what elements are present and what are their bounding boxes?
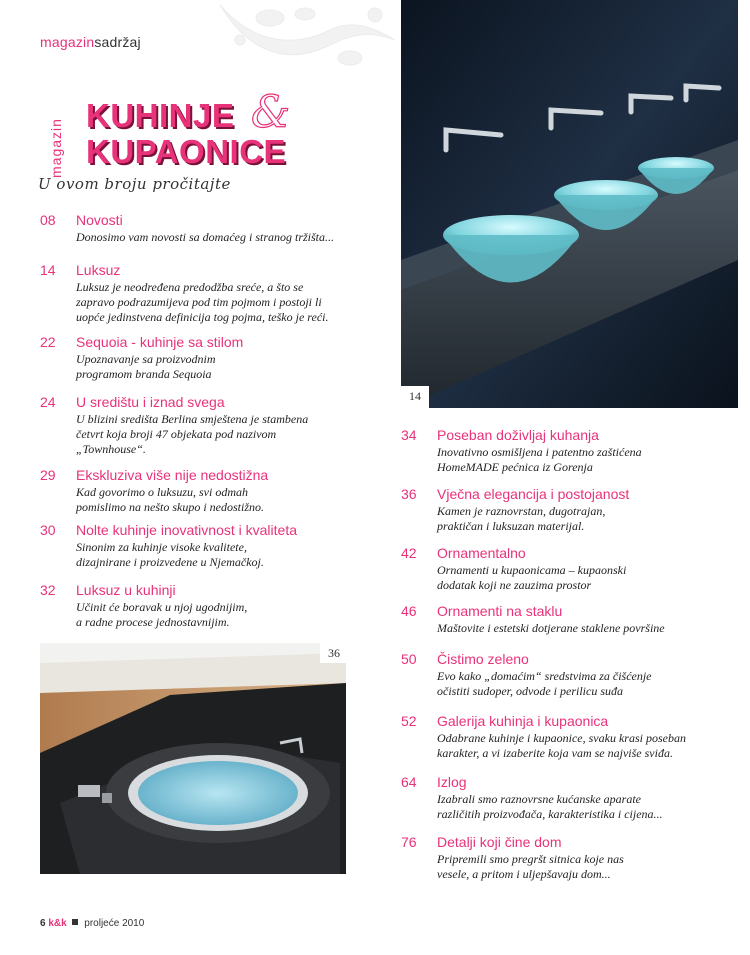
toc-description-line: Upoznavanje sa proizvodnim xyxy=(76,352,216,366)
toc-description-line: „Townhouse“. xyxy=(76,442,146,456)
toc-entry-ornamentalno[interactable] xyxy=(401,545,731,593)
toc-entry-luksuz-u-kuhinji[interactable] xyxy=(40,582,360,630)
toc-title: Novosti xyxy=(76,212,123,228)
toc-entry-cistimo-zeleno[interactable] xyxy=(401,651,731,699)
toc-page-number: 46 xyxy=(401,603,417,619)
toc-title: Poseban doživljaj kuhanja xyxy=(437,427,599,443)
toc-description xyxy=(76,352,386,382)
toc-description-line: programom branda Sequoia xyxy=(76,367,212,381)
toc-description xyxy=(76,230,386,245)
toc-description-line: Sinonim za kuhinje visoke kvalitete, xyxy=(76,540,247,554)
toc-entry-novosti[interactable] xyxy=(40,212,360,246)
toc-entry-poseban-dozivljaj[interactable] xyxy=(401,427,731,475)
toc-title: U središtu i iznad svega xyxy=(76,394,225,410)
glass-sinks-illustration xyxy=(401,0,738,408)
toc-entry-izlog[interactable] xyxy=(401,774,731,822)
toc-page-number: 76 xyxy=(401,834,417,850)
footer-page-number: 6 xyxy=(40,918,46,929)
toc-title: Čistimo zeleno xyxy=(437,651,529,667)
toc-description xyxy=(76,280,386,325)
masthead xyxy=(38,87,338,178)
footer-issue: proljeće 2010 xyxy=(84,918,145,929)
toc-description-line: a radne procese jednostavnijim. xyxy=(76,615,230,629)
floral-ornament xyxy=(210,0,400,70)
toc-description-line: zapravo podrazumijeva pod tim pojmom i postoji li xyxy=(76,295,322,309)
toc-title: Detalji koji čine dom xyxy=(437,834,562,850)
toc-description-line: Pripremili smo pregršt sitnica koje nas xyxy=(437,852,624,866)
masthead-line2: KUPAONICE xyxy=(86,133,287,170)
toc-description-line: HomeMADE pećnica iz Gorenja xyxy=(437,460,593,474)
photo-page-label-14: 14 xyxy=(401,386,429,408)
toc-entry-detalji[interactable] xyxy=(401,834,731,882)
toc-description xyxy=(437,445,737,475)
toc-page-number: 14 xyxy=(40,262,56,278)
toc-description xyxy=(437,669,737,699)
bathtub-illustration xyxy=(40,643,346,874)
masthead-line1: KUHINJE xyxy=(86,97,235,134)
toc-description-line: Luksuz je neodređena predodžba sreće, a što se xyxy=(76,280,304,294)
toc-description-line: Ornamenti u kupaonicama – kupaonski xyxy=(437,563,627,577)
kicker-magazin: magazin xyxy=(40,34,95,50)
toc-description xyxy=(76,600,386,630)
masthead-ampersand: & xyxy=(251,87,291,138)
toc-description xyxy=(437,731,742,761)
toc-page-number: 24 xyxy=(40,394,56,410)
toc-description-line: Kamen je raznovrstan, dugotrajan, xyxy=(437,504,606,518)
masthead-vertical: magazin xyxy=(48,118,64,178)
toc-description-line: U blizini središta Berlina smještena je stambena xyxy=(76,412,309,426)
toc-description xyxy=(76,540,386,570)
toc-entry-sequoia[interactable] xyxy=(40,334,360,382)
toc-entry-nolte[interactable] xyxy=(40,522,360,570)
toc-page-number: 34 xyxy=(401,427,417,443)
toc-title: Luksuz u kuhinji xyxy=(76,582,176,598)
toc-description-line: uopće jedinstvena definicija tog pojma, teško je reći. xyxy=(76,310,329,324)
toc-description-line: očistiti sudoper, odvode i perilicu suđa xyxy=(437,684,623,698)
section-kicker xyxy=(40,34,141,50)
toc-title: Ornamenti na staklu xyxy=(437,603,563,619)
toc-page-number: 52 xyxy=(401,713,417,729)
photo-glass-sinks xyxy=(401,0,738,408)
toc-title: Vječna elegancija i postojanost xyxy=(437,486,630,502)
toc-page-number: 30 xyxy=(40,522,56,538)
toc-description-line: Izabrali smo raznovrsne kućanske aparate xyxy=(437,792,641,806)
toc-description-line: Maštovite i estetski dotjerane staklene površine xyxy=(437,621,665,635)
toc-description-line: Odabrane kuhinje i kupaonice, svaku krasi poseban xyxy=(437,731,686,745)
toc-description-line: karakter, a vi izaberite koja vam se najviše sviđa. xyxy=(437,746,673,760)
toc-description-line: Evo kako „domaćim“ sredstvima za čišćenje xyxy=(437,669,652,683)
toc-title: Ornamentalno xyxy=(437,545,526,561)
toc-entry-luksuz[interactable] xyxy=(40,262,360,326)
toc-title: Ekskluziva više nije nedostižna xyxy=(76,467,269,483)
toc-description-line: pomislimo na nešto skupo i nedostižno. xyxy=(76,500,264,514)
toc-description xyxy=(437,563,737,593)
toc-description-line: vesele, a pritom i uljepšavaju dom... xyxy=(437,867,611,881)
toc-entry-galerija[interactable] xyxy=(401,713,741,761)
tagline: U ovom broju pročitajte xyxy=(38,175,231,193)
toc-page-number: 29 xyxy=(40,467,56,483)
toc-title: Nolte kuhinje inovativnost i kvaliteta xyxy=(76,522,298,538)
toc-description-line: praktičan i luksuzan materijal. xyxy=(437,519,585,533)
toc-description-line: dodatak koji ne zauzima prostor xyxy=(437,578,592,592)
toc-page-number: 22 xyxy=(40,334,56,350)
toc-description-line: Donosimo vam novosti sa domaćeg i stranog tržišta... xyxy=(76,230,334,244)
toc-entry-ornamenti-na-staklu[interactable] xyxy=(401,603,731,637)
toc-description xyxy=(437,792,737,822)
toc-description xyxy=(437,621,737,636)
toc-description xyxy=(76,485,386,515)
toc-description xyxy=(437,852,737,882)
toc-description xyxy=(76,412,386,457)
photo-page-label-36: 36 xyxy=(320,643,348,663)
toc-title: Luksuz xyxy=(76,262,121,278)
toc-description-line: Kad govorimo o luksuzu, svi odmah xyxy=(76,485,248,499)
toc-description-line: dizajnirane i proizvedene u Njemačkoj. xyxy=(76,555,264,569)
toc-page-number: 36 xyxy=(401,486,417,502)
page-footer xyxy=(40,918,144,929)
toc-title: Galerija kuhinja i kupaonica xyxy=(437,713,609,729)
photo-oval-bathtub xyxy=(40,643,346,874)
toc-title: Izlog xyxy=(437,774,467,790)
toc-description-line: različitih proizvođača, karakteristika i cijena... xyxy=(437,807,663,821)
toc-page-number: 64 xyxy=(401,774,417,790)
toc-entry-vjecna-elegancija[interactable] xyxy=(401,486,731,534)
toc-entry-u-sredistu[interactable] xyxy=(40,394,360,458)
toc-description-line: četvrt koja broji 47 objekata pod nazivom xyxy=(76,427,277,441)
toc-description-line: Inovativno osmišljena i patentno zaštićena xyxy=(437,445,642,459)
toc-page-number: 50 xyxy=(401,651,417,667)
toc-entry-ekskluziva[interactable] xyxy=(40,467,360,515)
toc-page-number: 32 xyxy=(40,582,56,598)
footer-square-icon xyxy=(72,919,78,925)
toc-description-line: Učinit će boravak u njoj ugodnijim, xyxy=(76,600,248,614)
toc-page-number: 08 xyxy=(40,212,56,228)
toc-title: Sequoia - kuhinje sa stilom xyxy=(76,334,244,350)
footer-brand: k&k xyxy=(48,918,67,929)
toc-page-number: 42 xyxy=(401,545,417,561)
kicker-sadrzaj: sadržaj xyxy=(94,34,141,50)
toc-description xyxy=(437,504,737,534)
